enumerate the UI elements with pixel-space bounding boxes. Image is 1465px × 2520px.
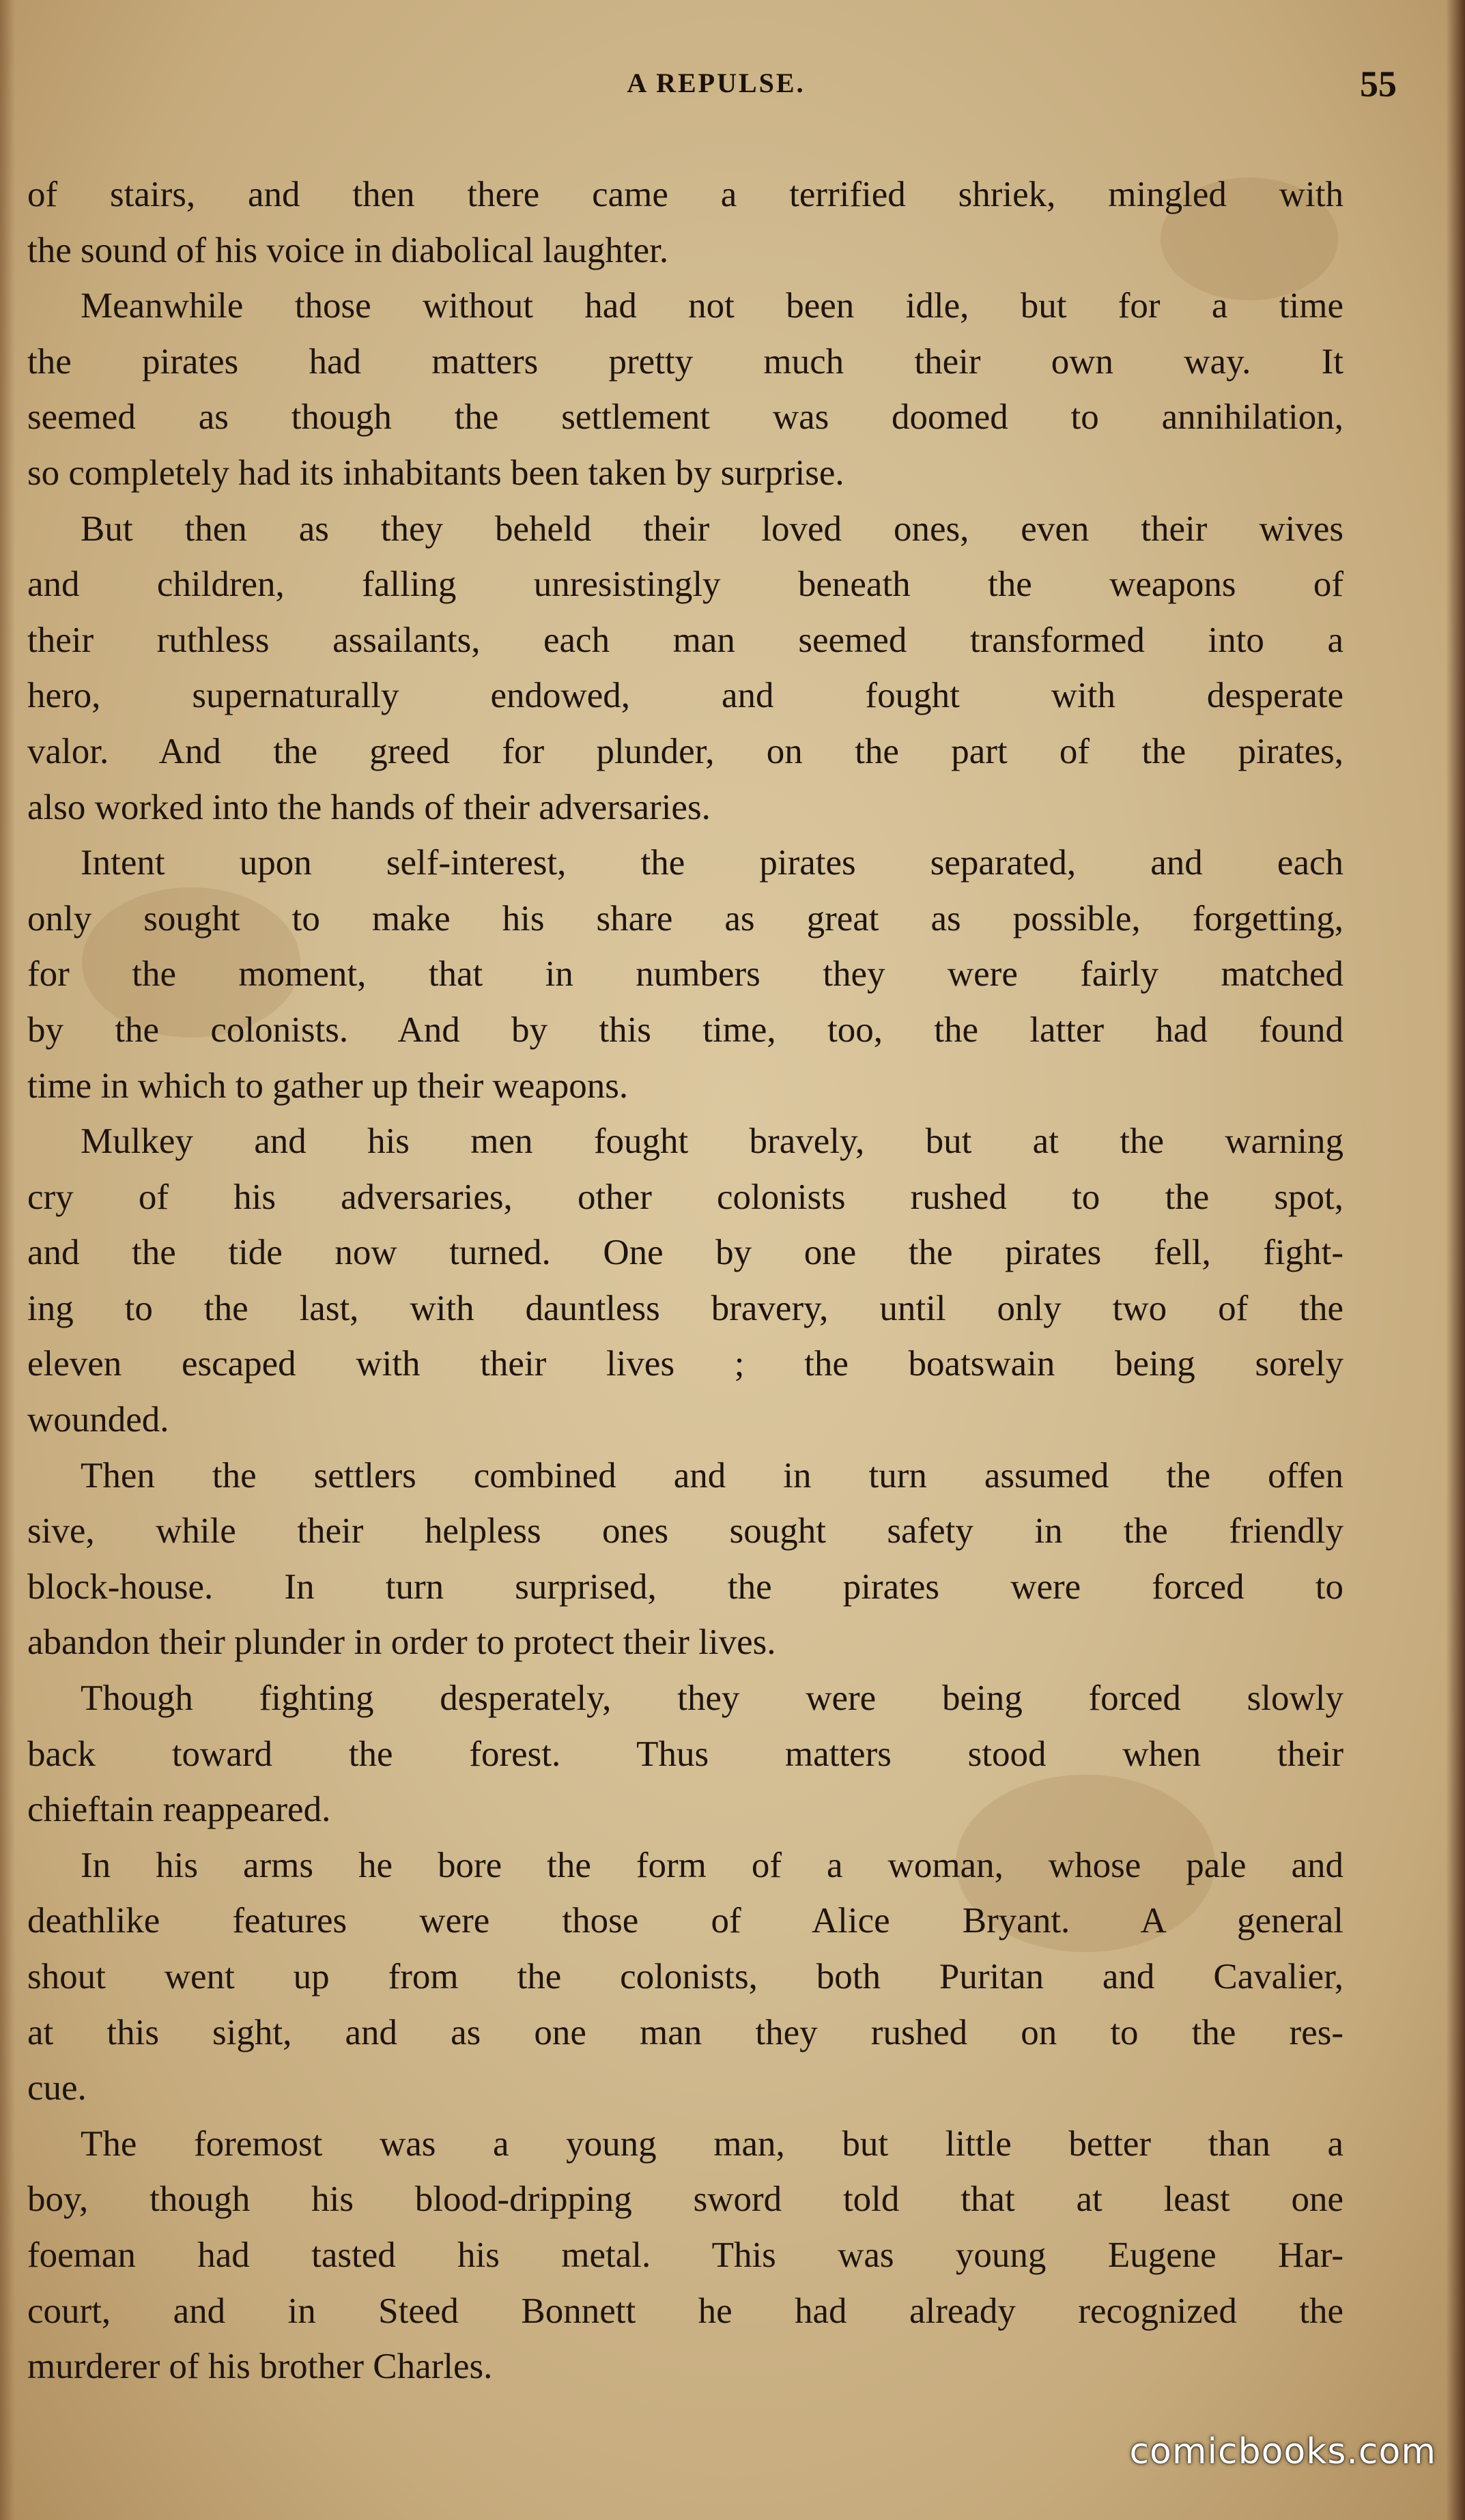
text-line: and the tide now turned. One by one the pirates fell, fight-	[27, 1233, 1343, 1273]
text-line: Intent upon self-interest, the pirates separated, and each	[81, 843, 1343, 883]
text-line: deathlike features were those of Alice Bryant. A general	[27, 1901, 1343, 1941]
text-line: chieftain reappeared.	[27, 1790, 331, 1830]
text-line: and children, falling unresistingly beneath the weapons of	[27, 564, 1343, 605]
text-line: shout went up from the colonists, both Puritan and Cavalier,	[27, 1957, 1343, 1996]
text-line: block-house. In turn surprised, the pirates were forced to	[27, 1566, 1343, 1607]
paragraph	[27, 835, 1343, 1114]
page-number: 55	[1360, 63, 1397, 104]
text-line: back toward the forest. Thus matters stood when their	[27, 1734, 1343, 1774]
text-line: Then the settlers combined and in turn assumed the offen	[81, 1455, 1343, 1495]
text-line: foeman had tasted his metal. This was young Eugene Har-	[27, 2235, 1343, 2275]
paragraph	[27, 278, 1343, 501]
text-line: abandon their plunder in order to protect their lives.	[27, 1622, 776, 1663]
text-line: valor. And the greed for plunder, on the part of the pirates,	[27, 731, 1343, 771]
text-line: wounded.	[27, 1400, 169, 1440]
paragraph	[27, 1671, 1343, 1838]
paragraph	[27, 1448, 1343, 1671]
paragraph	[27, 167, 1343, 278]
page-edge-left	[0, 0, 15, 2520]
text-line: hero, supernaturally endowed, and fought with desperate	[27, 676, 1343, 716]
text-line: murderer of his brother Charles.	[27, 2347, 493, 2387]
text-line: cue.	[27, 2068, 87, 2108]
text-line: so completely had its inhabitants been taken by surprise.	[27, 453, 844, 493]
text-line: their ruthless assailants, each man seemed transformed into a	[27, 620, 1343, 660]
text-line: of stairs, and then there came a terrified shriek, mingled with	[27, 175, 1343, 214]
text-line: Mulkey and his men fought bravely, but at the warning	[81, 1121, 1343, 1162]
body-text	[27, 167, 1343, 2395]
text-line: court, and in Steed Bonnett he had already recognized the	[27, 2291, 1343, 2331]
paragraph	[27, 1114, 1343, 1448]
text-line: eleven escaped with their lives ; the boatswain being sorely	[27, 1344, 1343, 1384]
page-edge-right	[1446, 0, 1465, 2520]
text-line: for the moment, that in numbers they were fairly matched	[27, 954, 1343, 994]
text-line: sive, while their helpless ones sought safety in the friendly	[27, 1511, 1343, 1551]
text-line: The foremost was a young man, but little better than a	[81, 2123, 1343, 2164]
text-line: the sound of his voice in diabolical laughter.	[27, 230, 669, 270]
watermark: comicbooks.com	[1129, 2431, 1436, 2472]
text-line: Meanwhile those without had not been idle, but for a time	[81, 286, 1343, 326]
paragraph	[27, 2117, 1343, 2395]
text-line: time in which to gather up their weapons.	[27, 1065, 629, 1106]
text-line: seemed as though the settlement was doomed to annihilation,	[27, 397, 1343, 438]
text-line: In his arms he bore the form of a woman, whose pale and	[81, 1845, 1343, 1885]
text-line: only sought to make his share as great as possible, forgetting,	[27, 898, 1343, 939]
text-line: the pirates had matters pretty much their own way. It	[27, 341, 1343, 382]
paragraph	[27, 1838, 1343, 2117]
text-line: Though fighting desperately, they were being forced slowly	[81, 1678, 1343, 1719]
running-head: A REPULSE.	[627, 68, 806, 98]
text-line: cry of his adversaries, other colonists rushed to the spot,	[27, 1177, 1343, 1217]
text-line: boy, though his blood-dripping sword told that at least one	[27, 2179, 1343, 2220]
text-line: at this sight, and as one man they rushed on to the res-	[27, 2012, 1343, 2052]
text-line: ing to the last, with dauntless bravery, until only two of the	[27, 1288, 1343, 1328]
paragraph	[27, 502, 1343, 836]
text-line: But then as they beheld their loved ones, even their wives	[81, 509, 1343, 549]
page-header	[35, 63, 1397, 115]
text-line: by the colonists. And by this time, too, the latter had found	[27, 1010, 1343, 1050]
text-line: also worked into the hands of their adversaries.	[27, 787, 711, 827]
